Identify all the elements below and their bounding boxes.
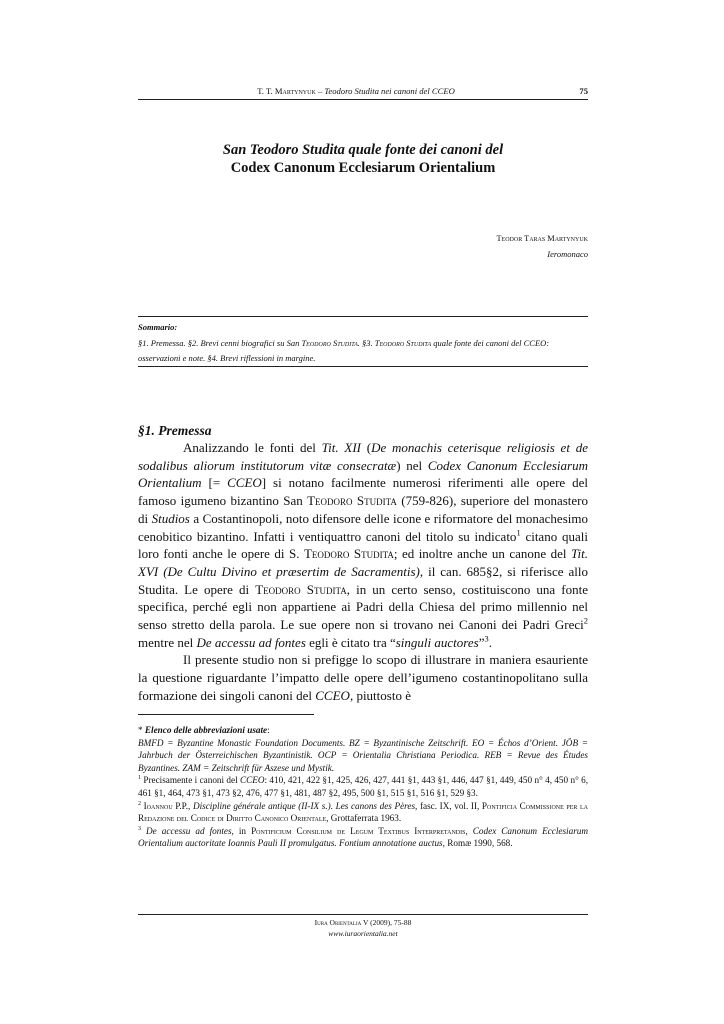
section-heading: §1. Premessa: [138, 423, 212, 438]
sommario-heading: Sommario:: [138, 322, 178, 332]
footnote-ref-2: 2: [583, 615, 588, 626]
sommario-text: §1. Premessa. §2. Brevi cenni biografici su San Teodoro Studita. §3. Teodoro Studita quale fonte dei canoni del CCEO: osservazioni e note. §4. Brevi riflessioni in margine.: [138, 337, 550, 363]
sommario-bottom-rule: [138, 366, 588, 367]
footer-volume: V (2009), 75-88: [361, 918, 412, 927]
article-title: [138, 141, 588, 177]
sommario-top-rule: [138, 316, 588, 317]
title-line-2: Codex Canonum Ecclesiarum Orientalium: [230, 160, 496, 176]
footer-citation: [138, 917, 588, 928]
footnote-3: $^3$ De accessu ad fontes, in Pontificium Consilium de Legum Textibus Interpretandis, Codex Canonum Ecclesiarum Orientalium auctoritate Ioannis Pauli II promulgatus. Fontium annotatione auctus, Romæ 1990, 568.: [138, 825, 588, 849]
footnote-ref-1: 1: [516, 527, 521, 538]
footnote-ref-3: 3: [484, 633, 489, 644]
page-number: 75: [579, 86, 588, 96]
footnotes: [138, 724, 588, 850]
footnote-2: $^2$ Ioannou P.P., Discipline générale antique (II-IX s.). Les canons des Pères, fasc. IX, vol. II, Pontificia Commissione per la Redazione del Codice di Diritto Canonico Orientale, Grottaferrata 1963.: [138, 800, 588, 824]
author-role: Ieromonaco: [547, 249, 588, 259]
running-head-short-title: Teodoro Studita nei canoni del CCEO: [324, 86, 455, 96]
running-head-text: T. T. Martynyuk – Teodoro Studita nei canoni del CCEO: [257, 86, 455, 96]
author-name: Teodor Taras Martynyuk: [496, 234, 588, 243]
footnote-separator: [138, 714, 314, 715]
footer-journal: Iura Orientalia: [314, 918, 362, 927]
body-text: [138, 439, 588, 705]
footer-url: www.iuraorientalia.net: [328, 929, 398, 938]
header-rule: [138, 99, 588, 100]
footnote-1: $^1$ Precisamente i canoni del CCEO: 410, 421, 422 §1, 425, 426, 427, 441 §1, 443 §1, 446, 447 §1, 449, 450 n° 4, 450 n° 6, 461 §1, 464, 473 §1, 473 §2, 476, 477 §1, 481, 487 §2, 495, 500 §1, 515 §1, 516 §1, 529 §3.: [138, 775, 588, 798]
page-footer: [138, 917, 588, 939]
footer-rule: [138, 914, 588, 915]
footnote-abbreviations: * Elenco delle abbreviazioni usate: BMFD = Byzantine Monastic Foundation Documents. BZ = Byzantinische Zeitschrift. EO = Échos d’Orient. JÖB = Jahrbuch der Österreichischen Byzantinistik. OCP = Orientalia Christiana Periodica. REB = Revue des Études Byzantines. ZAM = Zeitschrift für Aszese und Mystik.: [138, 725, 588, 773]
sommario-box: [138, 320, 588, 367]
title-line-1: San Teodoro Studita quale fonte dei canoni del: [222, 142, 504, 158]
paragraph-2: Il presente studio non si prefigge lo scopo di illustrare in maniera esauriente la questione riguardante l’impatto delle opere dell’igumeno costantinopolitano sulla formazione dei singoli canoni del CCEO, piuttosto è: [138, 652, 588, 703]
running-head-author: T. T. Martynyuk: [257, 86, 316, 96]
paragraph-1: Analizzando le fonti del Tit. XII (De monachis ceterisque religiosis et de sodalibus aliorum institutorum vitæ consecratæ) nel Codex Canonum Ecclesiarum Orientalium [= CCEO] si notano facilmente numerosi riferimenti alle opere del famoso igumeno bizantino San Teodoro Studita (759-826), superiore del monastero di Studios a Costantinopoli, noto difensore delle icone e riformatore del monachesimo cenobitico bizantino. Infatti i ventiquattro canoni del titolo su indicato$^1$ citano quali loro fonti anche le opere di S. Teodoro Studita; ed inoltre anche un canone del Tit. XVI (De Cultu Divino et præsertim de Sacramentis), il can. 685§2, si riferisce allo Studita. Le opere di Teodoro Studita, in un certo senso, costituiscono una fonte specifica, perché egli non appartiene ai Padri della Chiesa del primo millennio nel senso stretto della parola. Le sue opere non si trovano nei Canoni dei Padri Greci$^2$ mentre nel De accessu ad fontes egli è citato tra “singuli auctores”$^3$.: [138, 440, 588, 650]
